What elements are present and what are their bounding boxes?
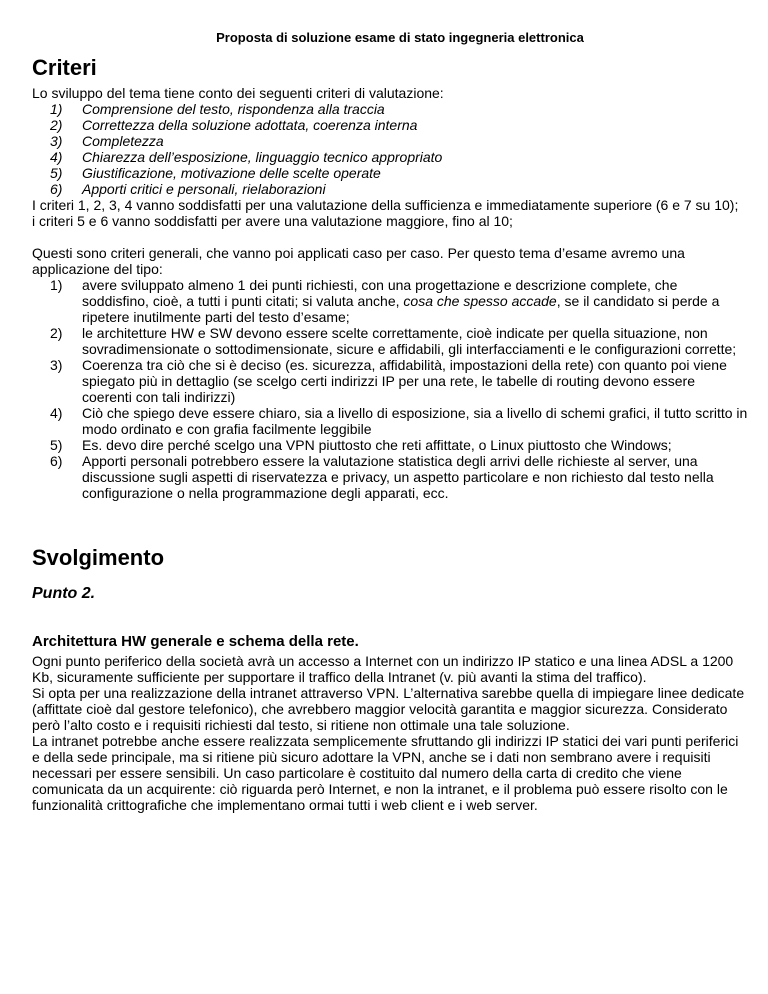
application-list	[32, 277, 748, 501]
item-text: avere sviluppato almeno 1 dei punti richiesti, con una progettazione e descrizione complete, che soddisfino, cioè, a tutti i punti citati; si valuta anche,	[82, 277, 678, 309]
item-number: 1)	[50, 277, 63, 293]
criteri-item	[32, 165, 748, 181]
criteri-general: Questi sono criteri generali, che vanno poi applicati caso per caso. Per questo tema d’esame avremo una applicazione del tipo:	[32, 245, 685, 277]
item-number: 5)	[50, 437, 63, 453]
item-text: Es. devo dire perché scelgo una VPN piuttosto che reti affittate, o Linux piuttosto che Windows;	[82, 437, 672, 453]
criteri-item	[32, 101, 748, 117]
item-text: Giustificazione, motivazione delle scelte operate	[82, 165, 381, 181]
criteri-heading: Criteri	[32, 55, 97, 80]
criteri-intro: Lo sviluppo del tema tiene conto dei seguenti criteri di valutazione:	[32, 85, 444, 101]
item-text: Comprensione del testo, rispondenza alla traccia	[82, 101, 385, 117]
svolgimento-heading: Svolgimento	[32, 545, 165, 570]
item-number: 1)	[50, 101, 63, 117]
item-text: Coerenza tra ciò che si è deciso (es. sicurezza, affidabilità, impostazioni della rete) con quanto poi viene spiegato più in dettaglio (se scelgo certi indirizzi IP per una rete, le tabelle di routing devono essere coerenti con tali indirizzi)	[82, 357, 727, 405]
item-number: 6)	[50, 181, 63, 197]
item-text: Correttezza della soluzione adottata, coerenza interna	[82, 117, 418, 133]
application-item	[32, 357, 748, 405]
criteri-note-1: I criteri 1, 2, 3, 4 vanno soddisfatti per una valutazione della sufficienza e immediatamente superiore (6 e 7 su 10);	[32, 197, 739, 213]
application-item	[32, 437, 748, 453]
item-number: 6)	[50, 453, 63, 469]
paragraph-1: Ogni punto periferico della società avrà un accesso a Internet con un indirizzo IP statico e una linea ADSL a 1200 Kb, sicuramente sufficiente per supportare il traffico della Intranet (v. più avanti la stima del traffico).	[32, 653, 734, 685]
item-text: Apporti personali potrebbero essere la valutazione statistica degli arrivi delle richieste al server, una discussione sugli aspetti di riservatezza e privacy, un aspetto particolare e non richiesto dal testo nella configurazione o nella programmazione degli apparati, ecc.	[82, 453, 714, 501]
criteri-item	[32, 133, 748, 149]
application-item	[32, 453, 748, 501]
document-page	[32, 30, 748, 813]
item-number: 4)	[50, 405, 63, 421]
item-text: Chiarezza dell’esposizione, linguaggio tecnico appropriato	[82, 149, 443, 165]
criteri-list	[32, 101, 748, 197]
application-item	[32, 405, 748, 437]
item-text-after: , se il candidato si perde a ripetere inutilmente parti del testo d’esame;	[82, 293, 720, 325]
item-text: Completezza	[82, 133, 164, 149]
criteri-note-2: i criteri 5 e 6 vanno soddisfatti per avere una valutazione maggiore, fino al 10;	[32, 213, 513, 229]
criteri-item	[32, 117, 748, 133]
application-item	[32, 277, 748, 325]
item-number: 2)	[50, 325, 63, 341]
paragraph-2: Si opta per una realizzazione della intranet attraverso VPN. L’alternativa sarebbe quella di impiegare linee dedicate (affittate cioè dal gestore telefonico), che avrebbero maggior velocità garantita e maggior sicurezza. Considerato però l’alto costo e i requisiti richiesti dal testo, si ritiene non ottimale una tale soluzione.	[32, 685, 745, 733]
item-number: 3)	[50, 133, 63, 149]
application-item	[32, 325, 748, 357]
item-text: le architetture HW e SW devono essere scelte correttamente, cioè indicate per quella situazione, non sovradimensionate o sottodimensionate, sicure e affidabili, gli interfacciamenti e le configurazioni corrette;	[82, 325, 737, 357]
item-text: Ciò che spiego deve essere chiaro, sia a livello di esposizione, sia a livello di schemi grafici, il tutto scritto in modo ordinato e con grafia facilmente leggibile	[82, 405, 748, 437]
item-number: 2)	[50, 117, 63, 133]
item-number: 3)	[50, 357, 63, 373]
item-number: 5)	[50, 165, 63, 181]
paragraph-3: La intranet potrebbe anche essere realizzata semplicemente sfruttando gli indirizzi IP statici dei vari punti periferici e della sede principale, ma si ritiene più sicuro adottare la VPN, anche se i dati non sembrano avere i requisiti necessari per essere sensibili. Un caso particolare è costituito dal numero della carta di credito che viene comunicata da un acquirente: ciò riguarda però Internet, e non la intranet, e il problema può essere risolto con le funzionalità crittografiche che implementano ormai tutti i web client e i web server.	[32, 733, 739, 813]
punto-heading: Punto 2.	[32, 585, 96, 602]
criteri-item	[32, 149, 748, 165]
document-header: Proposta di soluzione esame di stato ingegneria elettronica	[216, 30, 584, 45]
item-text-italic: cosa che spesso accade	[403, 293, 557, 309]
section-heading: Architettura HW generale e schema della rete.	[32, 633, 359, 650]
item-number: 4)	[50, 149, 63, 165]
item-text: Apporti critici e personali, rielaborazioni	[82, 181, 326, 197]
criteri-item	[32, 181, 748, 197]
